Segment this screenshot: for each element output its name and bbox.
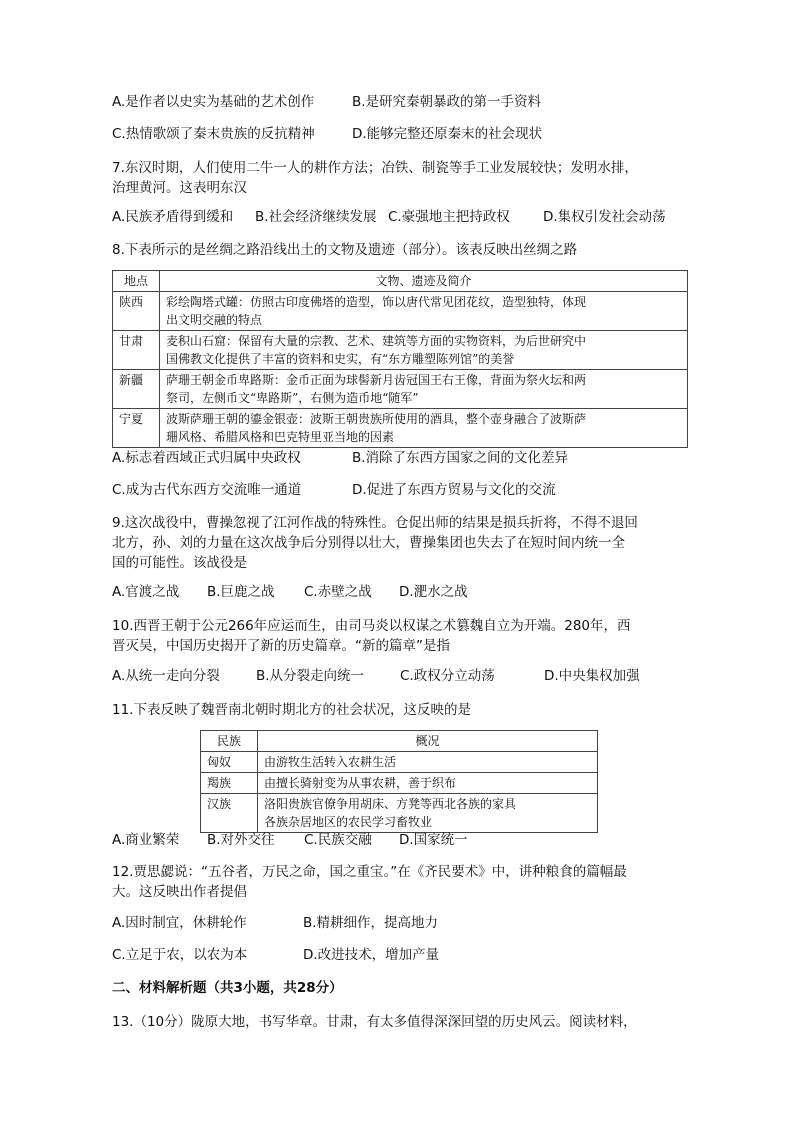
q11-option-c: C.民族交融 (304, 832, 372, 848)
cell-line: 由游牧生活转入农耕生活 (264, 755, 397, 769)
table-row (113, 370, 688, 409)
q9-option-d: D.淝水之战 (399, 584, 468, 600)
q11-option-d: D.国家统一 (399, 832, 468, 848)
table-row (201, 752, 598, 773)
q11-option-a: A.商业繁荣 (112, 832, 180, 848)
q9-option-b: B.巨鹿之战 (207, 584, 275, 600)
q7-option-d: D.集权引发社会动荡 (543, 209, 666, 225)
cell-line: 萨珊王朝金币卑路斯：金币正面为球髻新月齿冠国王右王像，背面为祭火坛和两 (166, 373, 587, 387)
q10-stem-line1: 10.西晋王朝于公元266年应运而生，由司马炎以权谋之术篡魏自立为开端。280年，西 (112, 618, 631, 634)
table-cell-place: 陕西 (113, 292, 160, 331)
q10-stem-line2: 晋灭吴，中国历史揭开了新的历史篇章。“新的篇章”是指 (112, 638, 450, 654)
table-cell-place: 宁夏 (113, 409, 160, 448)
cell-line: 由擅长骑射变为从事农耕，善于织布 (264, 776, 457, 790)
q9-stem-line3: 国的可能性。该战役是 (112, 555, 247, 571)
cell-line: 出文明交融的特点 (166, 313, 263, 327)
q8-table-header-info: 文物、遗迹及简介 (160, 271, 688, 292)
table-cell-ethnic: 羯族 (201, 773, 258, 794)
table-cell-info (160, 292, 688, 331)
q8-table (112, 270, 688, 448)
q7-stem-line1: 7.东汉时期，人们使用二牛一人的耕作方法；冶铁、制瓷等手工业发展较快；发明水排， (112, 160, 638, 176)
q7-option-c: C.豪强地主把持政权 (388, 209, 510, 225)
table-row (113, 292, 688, 331)
table-row (201, 773, 598, 794)
q8-table-header-place: 地点 (113, 271, 160, 292)
q11-option-b: B.对外交往 (207, 832, 275, 848)
q6-option-a: A.是作者以史实为基础的艺术创作 (112, 94, 315, 110)
q8-option-a: A.标志着西域正式归属中央政权 (112, 450, 301, 466)
q8-option-c: C.成为古代东西方交流唯一通道 (112, 482, 302, 498)
q8-option-b: B.消除了东西方国家之间的文化差异 (352, 450, 569, 466)
table-cell-ethnic: 汉族 (201, 794, 258, 833)
q7-stem-line2: 治理黄河。这表明东汉 (112, 180, 247, 196)
table-cell-overview (258, 752, 598, 773)
table-row (201, 794, 598, 833)
q9-option-c: C.赤壁之战 (304, 584, 372, 600)
q7-option-b: B.社会经济继续发展 (255, 209, 377, 225)
table-cell-ethnic: 匈奴 (201, 752, 258, 773)
cell-line: 各族杂居地区的农民学习畜牧业 (264, 815, 433, 829)
q11-table-header-overview: 概况 (258, 731, 598, 752)
section-heading: 二、材料解析题（共3小题，共28分） (112, 980, 343, 996)
q9-stem-line2: 北方，孙、刘的力量在这次战争后分别得以壮大，曹操集团也失去了在短时间内统一全 (112, 535, 625, 551)
cell-line: 波斯萨珊王朝的鎏金银壶：波斯王朝贵族所使用的酒具，整个壶身融合了波斯萨 (166, 412, 587, 426)
q12-option-d: D.改进技术，增加产量 (303, 947, 440, 963)
q13-stem: 13.（10分）陇原大地，书写华章。甘肃，有太多值得深深回望的历史风云。阅读材料， (112, 1014, 637, 1030)
table-cell-place: 甘肃 (113, 331, 160, 370)
table-cell-overview (258, 794, 598, 833)
q9-stem-line1: 9.这次战役中，曹操忽视了江河作战的特殊性。仓促出师的结果是损兵折将，不得不退回 (112, 515, 638, 531)
cell-line: 珊风格、希腊风格和巴克特里亚当地的因素 (166, 430, 395, 444)
q6-option-b: B.是研究秦朝暴政的第一手资料 (352, 94, 542, 110)
cell-line: 国佛教文化提供了丰富的资料和史实，有“东方雕塑陈列馆”的美誉 (166, 352, 515, 366)
q10-option-d: D.中央集权加强 (544, 668, 640, 684)
cell-line: 麦积山石窟：保留有大量的宗教、艺术、建筑等方面的实物资料，为后世研究中 (166, 334, 587, 348)
q12-stem-line2: 大。这反映出作者提倡 (112, 884, 247, 900)
table-cell-info (160, 409, 688, 448)
table-cell-info (160, 331, 688, 370)
cell-line: 祭司，左侧币文“卑路斯”，右侧为造币地“随军” (166, 391, 419, 405)
cell-line: 洛阳贵族官僚争用胡床、方凳等西北各族的家具 (264, 797, 517, 811)
q12-option-c: C.立足于农，以农为本 (112, 947, 248, 963)
table-row (113, 409, 688, 448)
table-cell-info (160, 370, 688, 409)
table-row (113, 331, 688, 370)
q9-option-a: A.官渡之战 (112, 584, 180, 600)
q12-option-a: A.因时制宜，休耕轮作 (112, 915, 247, 931)
q12-stem-line1: 12.贾思勰说：“五谷者，万民之命，国之重宝。”在《齐民要术》中，讲种粮食的篇幅最 (112, 864, 627, 880)
q8-option-d: D.促进了东西方贸易与文化的交流 (352, 482, 556, 498)
table-cell-overview (258, 773, 598, 794)
q6-option-d: D.能够完整还原秦末的社会现状 (352, 126, 543, 142)
q8-stem: 8.下表所示的是丝绸之路沿线出土的文物及遗迹（部分）。该表反映出丝绸之路 (112, 242, 578, 258)
cell-line: 彩绘陶塔式罐：仿照古印度佛塔的造型，饰以唐代常见团花纹，造型独特，体现 (166, 295, 587, 309)
q11-table-header-ethnic: 民族 (201, 731, 258, 752)
q10-option-b: B.从分裂走向统一 (256, 668, 365, 684)
table-cell-place: 新疆 (113, 370, 160, 409)
q11-stem: 11.下表反映了魏晋南北朝时期北方的社会状况，这反映的是 (112, 702, 471, 718)
q6-option-c: C.热情歌颂了秦末贵族的反抗精神 (112, 126, 315, 142)
q7-option-a: A.民族矛盾得到缓和 (112, 209, 234, 225)
q10-option-a: A.从统一走向分裂 (112, 668, 220, 684)
q12-option-b: B.精耕细作，提高地力 (303, 915, 439, 931)
q11-table (200, 730, 598, 833)
q10-option-c: C.政权分立动荡 (400, 668, 495, 684)
